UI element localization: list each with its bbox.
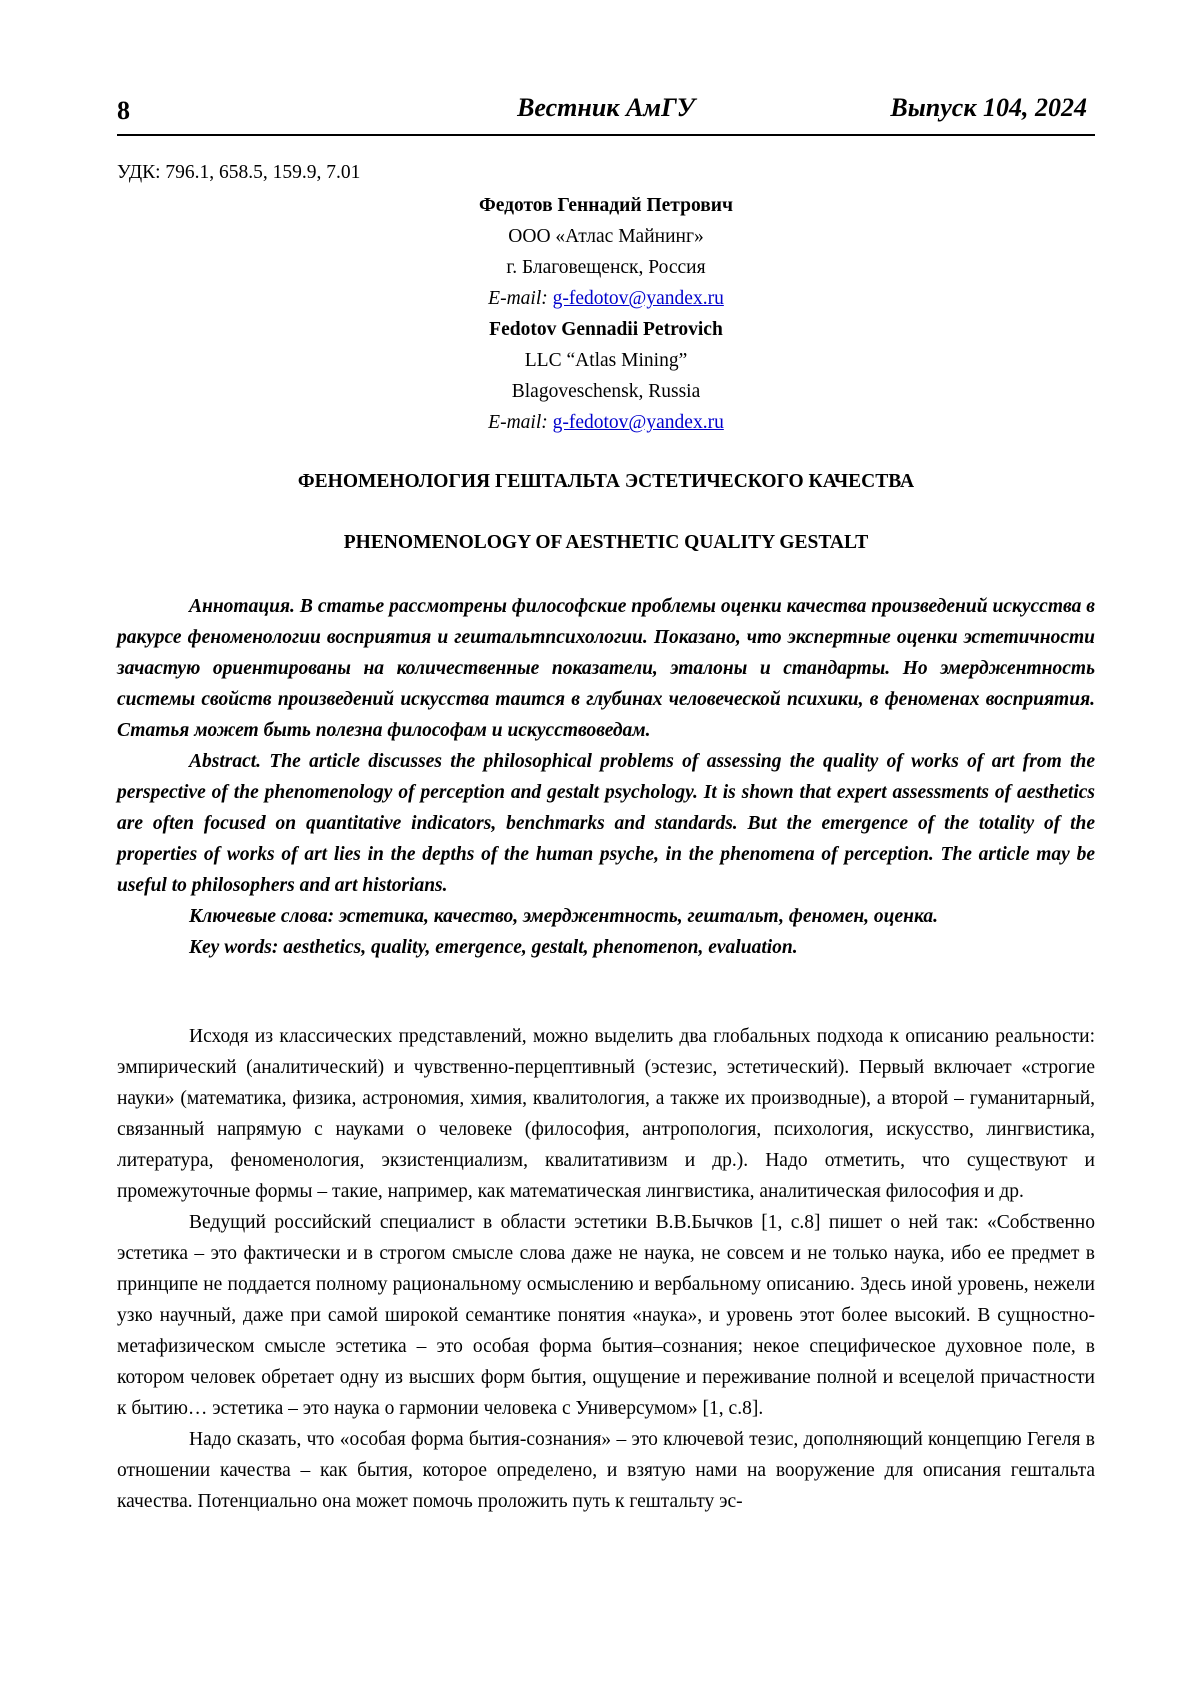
author-block bbox=[117, 190, 1095, 438]
email-link-ru[interactable]: g-fedotov@yandex.ru bbox=[552, 288, 724, 309]
abstract-ru: Аннотация. В статье рассмотрены философские проблемы оценки качества произведений искусства в ракурсе феноменологии восприятия и гештальтпсихологии. Показано, что экспертные оценки эстетичности зачастую ориентированы на количественные показатели, эталоны и стандарты. Но эмерджентность системы свойств произведений искусства таится в глубинах человеческой психики, в феноменах восприятия. Статья может быть полезна философам и искусствоведам. bbox=[117, 596, 1095, 741]
author-city-ru: г. Благовещенск, Россия bbox=[506, 257, 706, 278]
article-title-en: PHENOMENOLOGY OF AESTHETIC QUALITY GESTALT bbox=[343, 532, 869, 553]
author-name-ru: Федотов Геннадий Петрович bbox=[478, 195, 733, 216]
author-city-en: Blagoveschensk, Russia bbox=[511, 381, 701, 402]
abstract-block bbox=[117, 591, 1095, 963]
keywords-ru: Ключевые слова: эстетика, качество, эмерджентность, гештальт, феномен, оценка. bbox=[189, 906, 939, 927]
body-paragraph-1: Исходя из классических представлений, можно выделить два глобальных подхода к описанию реальности: эмпирический (аналитический) и чувственно-перцептивный (эстезис, эстетический). Первый включает «строгие науки» (математика, физика, астрономия, химия, квалитология, а также их производные), а второй – гуманитарный, связанный напрямую с науками о человеке (философия, антропология, психология, искусство, лингвистика, литература, феноменология, экзистенциализм, квалитативизм и др.). Надо отметить, что существуют и промежуточные формы – такие, например, как математическая лингвистика, аналитическая философия и др. bbox=[117, 1026, 1095, 1202]
email-label: E-mail: bbox=[488, 412, 548, 433]
page-number: 8 bbox=[117, 96, 130, 125]
article-body bbox=[117, 1021, 1095, 1517]
email-label: E-mail: bbox=[488, 288, 548, 309]
abstract-en: Abstract. The article discusses the philosophical problems of assessing the quality of works of art from the perspective of the phenomenology of perception and gestalt psychology. It is shown that expert assessments of aesthetics are often focused on quantitative indicators, benchmarks and standards. But the emergence of the totality of the properties of works of art lies in the depths of the human psyche, in the phenomena of perception. The article may be useful to philosophers and art historians. bbox=[117, 751, 1095, 896]
author-org-en: LLC “Atlas Mining” bbox=[524, 350, 688, 371]
email-link-en[interactable]: g-fedotov@yandex.ru bbox=[552, 412, 724, 433]
body-paragraph-2: Ведущий российский специалист в области эстетики В.В.Бычков [1, с.8] пишет о ней так: «Собственно эстетика – это фактически и в строгом смысле слова даже не наука, не совсем и не только наука, ибо ее предмет в принципе не поддается полному рациональному осмыслению и вербальному описанию. Здесь иной уровень, нежели узко научный, даже при самой широкой семантике понятия «наука», и уровень этот более высокий. В сущностно-метафизическом смысле эстетика – это особая форма бытия–сознания; некое специфическое духовное поле, в котором человек обретает одну из высших форм бытия, ощущение и переживание полной и всецелой причастности к бытию… эстетика – это наука о гармонии человека с Универсумом» [1, с.8]. bbox=[117, 1212, 1095, 1419]
author-email-en-line bbox=[117, 407, 1095, 438]
journal-title: Вестник АмГУ bbox=[517, 93, 695, 122]
keywords-en: Key words: aesthetics, quality, emergence, gestalt, phenomenon, evaluation. bbox=[189, 937, 798, 958]
article-title-ru: ФЕНОМЕНОЛОГИЯ ГЕШТАЛЬТА ЭСТЕТИЧЕСКОГО КАЧЕСТВА bbox=[297, 471, 915, 492]
author-org-ru: ООО «Атлас Майнинг» bbox=[508, 226, 704, 247]
body-paragraph-3: Надо сказать, что «особая форма бытия-сознания» – это ключевой тезис, дополняющий концепцию Гегеля в отношении качества – как бытия, которое определено, и взятую нами на вооружение для описания гештальта качества. Потенциально она может помочь проложить путь к гештальту эс- bbox=[117, 1429, 1095, 1512]
running-header bbox=[117, 90, 1095, 136]
author-email-ru-line bbox=[117, 283, 1095, 314]
udk-code: УДК: 796.1, 658.5, 159.9, 7.01 bbox=[117, 162, 361, 183]
author-name-en: Fedotov Gennadii Petrovich bbox=[489, 319, 723, 340]
issue-info: Выпуск 104, 2024 bbox=[890, 93, 1087, 122]
